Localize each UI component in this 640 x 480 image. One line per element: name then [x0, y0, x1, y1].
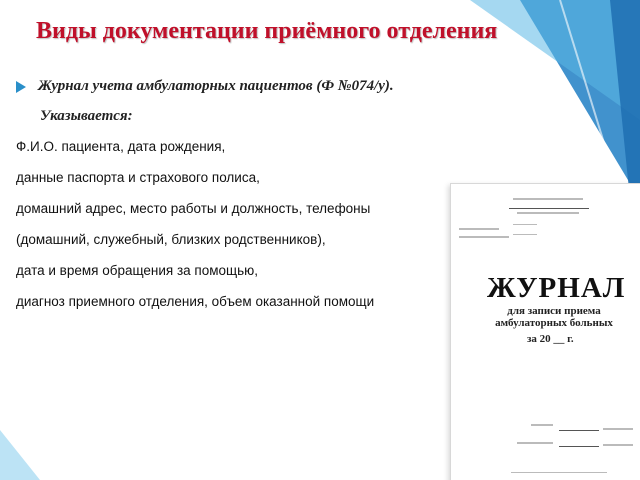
doc-title: ЖУРНАЛ [487, 272, 626, 304]
doc-date-line [531, 424, 553, 426]
list-item: домашний адрес, место работы и должность, телефоны [16, 201, 371, 216]
journal-cover-image [450, 183, 640, 480]
list-item: данные паспорта и страхового полиса, [16, 170, 260, 185]
doc-date-line [603, 428, 633, 430]
list-item: (домашний, служебный, близких родственников), [16, 232, 326, 247]
doc-subtitle-line2: амбулаторных больных [495, 317, 613, 329]
journal-bullet [16, 78, 394, 95]
doc-subtitle-line1: для записи приема [507, 305, 601, 317]
doc-field-line [513, 224, 537, 225]
doc-date-rule [559, 430, 599, 431]
list-item: Ф.И.О. пациента, дата рождения, [16, 139, 226, 154]
triangle-bullet-icon [16, 81, 26, 93]
doc-date-line [603, 444, 633, 446]
doc-header-rule [509, 208, 589, 209]
doc-field-line [459, 228, 499, 230]
doc-header-line [513, 198, 583, 200]
list-item: дата и время обращения за помощью, [16, 263, 259, 278]
doc-field-line [513, 234, 537, 235]
item-list [16, 134, 456, 320]
doc-field-line [459, 236, 509, 238]
doc-footer-line [511, 472, 607, 473]
indicated-label: Указывается: [40, 108, 133, 124]
doc-date-line [517, 442, 553, 444]
journal-name: Журнал учета амбулаторных пациентов (Ф №074/у). [38, 78, 394, 94]
doc-header-line [517, 212, 579, 214]
doc-subtitle [479, 305, 629, 329]
doc-year: за 20 __ г. [527, 333, 574, 345]
slide-title: Виды документации приёмного отделения [36, 18, 498, 44]
doc-date-rule [559, 446, 599, 447]
list-item: диагноз приемного отделения, объем оказанной помощи [16, 294, 375, 309]
corner-shape-bottom-left [0, 430, 40, 480]
